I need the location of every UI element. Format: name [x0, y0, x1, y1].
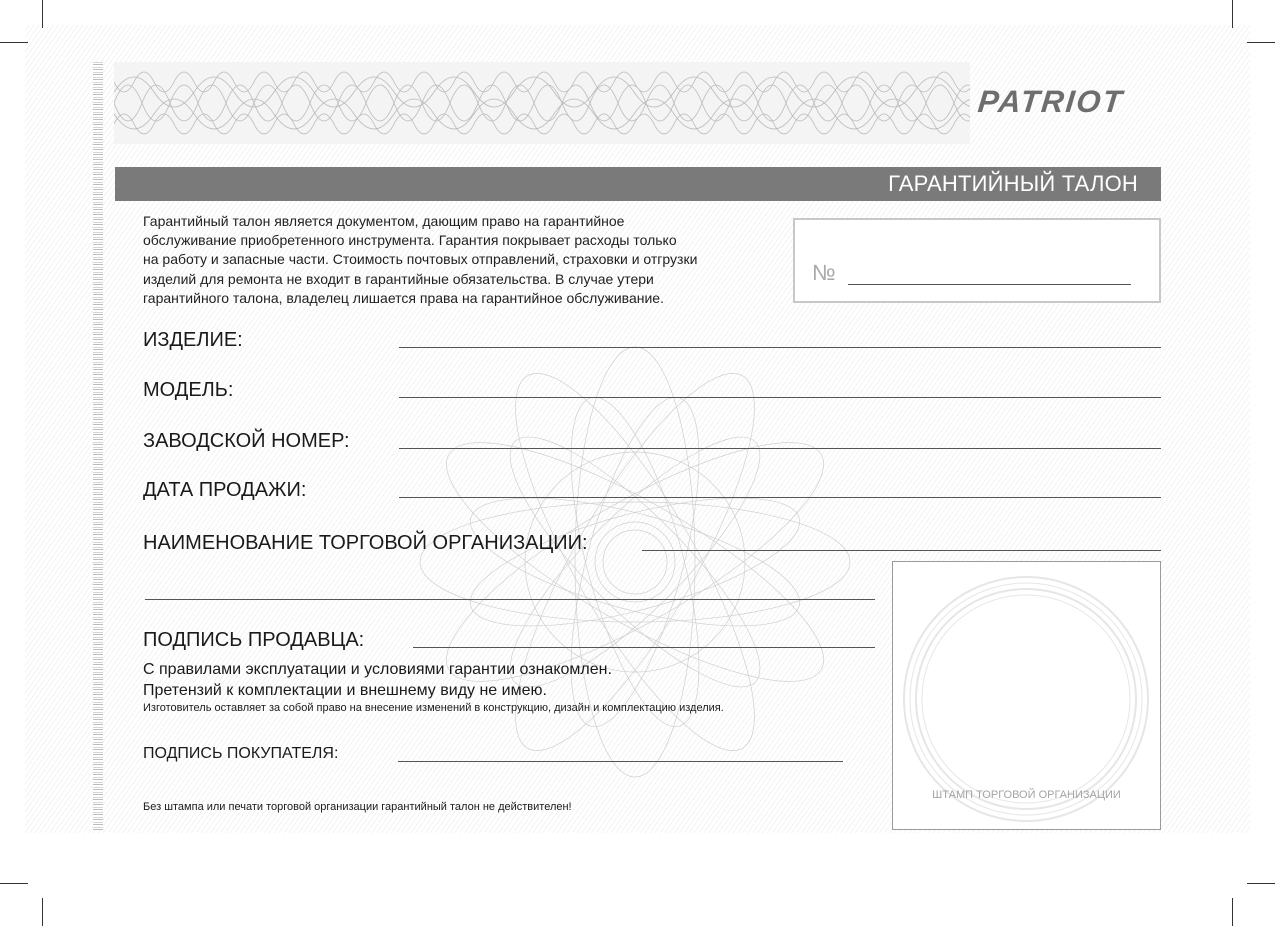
acknowledgement-line-1: С правилами эксплуатации и условиями гарантии ознакомлен.	[143, 661, 612, 678]
sale-date-label: ДАТА ПРОДАЖИ:	[143, 479, 307, 501]
warranty-number-box	[793, 218, 1161, 303]
seller-signature-field[interactable]	[413, 647, 875, 648]
crop-mark	[0, 42, 28, 43]
organization-field[interactable]	[642, 550, 1161, 551]
number-sign: №	[812, 260, 836, 285]
model-field[interactable]	[399, 397, 1161, 398]
serial-number-field[interactable]	[399, 448, 1161, 449]
sale-date-field[interactable]	[399, 497, 1161, 498]
stamp-seal-outline	[899, 568, 1154, 823]
seller-signature-label: ПОДПИСЬ ПРОДАВЦА:	[143, 629, 365, 651]
crop-mark	[1247, 883, 1275, 884]
organization-label: НАИМЕНОВАНИЕ ТОРГОВОЙ ОРГАНИЗАЦИИ:	[143, 532, 588, 554]
brand-logo: PATRIOT	[976, 84, 1126, 119]
crop-mark	[42, 0, 43, 28]
page-title: ГАРАНТИЙНЫЙ ТАЛОН	[888, 171, 1138, 196]
product-field[interactable]	[399, 347, 1161, 348]
crop-mark	[1232, 898, 1233, 926]
stamp-box[interactable]	[892, 561, 1161, 830]
guilloche-banner	[114, 62, 970, 144]
validity-note: Без штампа или печати торговой организации гарантийный талон не действителен!	[143, 801, 572, 813]
crop-mark	[42, 898, 43, 926]
organization-field-continued[interactable]	[145, 599, 875, 600]
manufacturer-note: Изготовитель оставляет за собой право на внесение изменений в конструкцию, дизайн и комплектацию изделия.	[143, 702, 724, 714]
rosette-watermark	[405, 300, 865, 820]
title-bar	[115, 167, 1161, 201]
buyer-signature-field[interactable]	[398, 761, 843, 762]
crop-mark	[1247, 42, 1275, 43]
acknowledgement-line-2: Претензий к комплектации и внешнему виду не имею.	[143, 682, 547, 699]
serial-number-label: ЗАВОДСКОЙ НОМЕР:	[143, 430, 350, 452]
crop-mark	[0, 883, 28, 884]
stamp-label: ШТАМП ТОРГОВОЙ ОРГАНИЗАЦИИ	[932, 789, 1121, 801]
warranty-terms-text: Гарантийный талон является документом, дающим право на гарантийное обслуживание приобретенного инструмента. Гарантия покрывает расходы только на работу и запасные части. Стоимость почтовых отправлений, страховки и отгрузки изделий для ремонта не входит в гарантийные обязательства. В случае утери гарантийного талона, владелец лишается права на гарантийное обслуживание.	[143, 213, 698, 306]
security-strip	[93, 62, 103, 830]
buyer-signature-label: ПОДПИСЬ ПОКУПАТЕЛЯ:	[143, 745, 339, 762]
warranty-number-field[interactable]	[848, 284, 1131, 285]
crop-mark	[1232, 0, 1233, 28]
product-label: ИЗДЕЛИЕ:	[143, 329, 243, 351]
model-label: МОДЕЛЬ:	[143, 379, 234, 401]
